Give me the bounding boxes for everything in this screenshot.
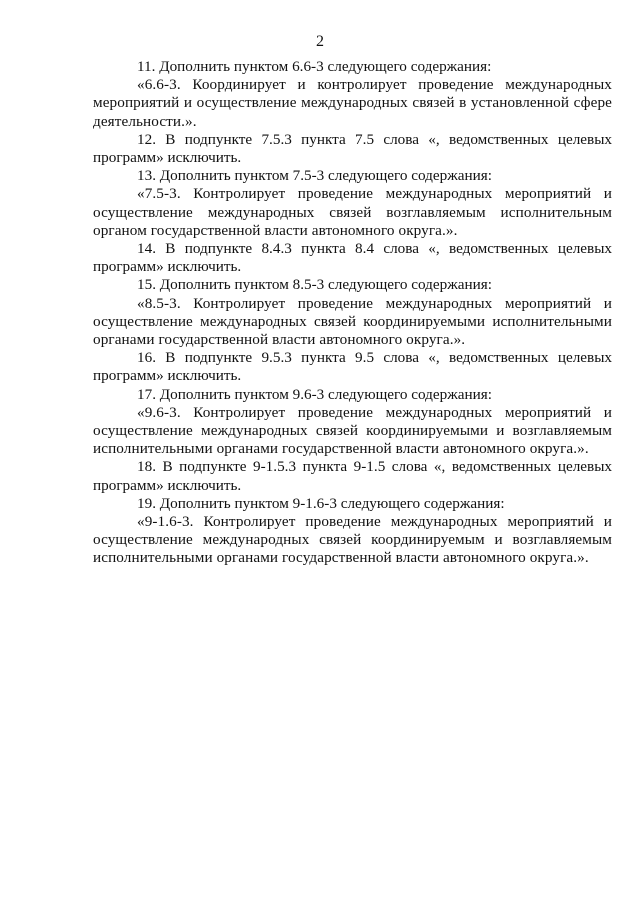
page-number: 2 (316, 33, 324, 50)
paragraph-item-15: 15. Дополнить пунктом 8.5-3 следующего содержания: (137, 276, 492, 294)
paragraph-item-11: 11. Дополнить пунктом 6.6-3 следующего содержания: (137, 58, 492, 75)
quoted-clause-9-6-3: «9.6-3. Контролирует проведение международных мероприятий и осуществление международных связей координируемыми и возглавляемым исполнительными органами государственной власти автономного округа.». (93, 403, 612, 458)
paragraph-item-16: 16. В подпункте 9.5.3 пункта 9.5 слова «, ведомственных целевых программ» исключить. (93, 349, 612, 385)
paragraph-item-12: 12. В подпункте 7.5.3 пункта 7.5 слова «, ведомственных целевых программ» исключить. (93, 130, 612, 167)
document-body (93, 58, 612, 568)
paragraph-item-19: 19. Дополнить пунктом 9-1.6-3 следующего содержания: (137, 494, 505, 512)
quoted-clause-7-5-3: «7.5-3. Контролирует проведение международных мероприятий и осуществление международных связей возглавляемым исполнительным органом государственной власти автономного округа.». (93, 185, 612, 239)
quoted-clause-9-1-6-3: «9-1.6-3. Контролирует проведение международных мероприятий и осуществление международных связей координируемым и возглавляемым исполнительными органами государственной власти автономного округа.». (93, 513, 612, 567)
paragraph-item-14: 14. В подпункте 8.4.3 пункта 8.4 слова «, ведомственных целевых программ» исключить. (93, 240, 612, 276)
quoted-clause-8-5-3: «8.5-3. Контролирует проведение международных мероприятий и осуществление международных связей координируемыми исполнительными органами государственной власти автономного округа.». (93, 294, 612, 349)
quoted-clause-6-6-3: «6.6-3. Координирует и контролирует проведение международных мероприятий и осуществление международных связей в установленной сфере деятельности.». (93, 76, 612, 130)
paragraph-item-18: 18. В подпункте 9-1.5.3 пункта 9-1.5 слова «, ведомственных целевых программ» исключить. (93, 458, 612, 494)
paragraph-item-17: 17. Дополнить пунктом 9.6-3 следующего содержания: (137, 385, 492, 403)
paragraph-item-13: 13. Дополнить пунктом 7.5-3 следующего содержания: (137, 167, 492, 185)
